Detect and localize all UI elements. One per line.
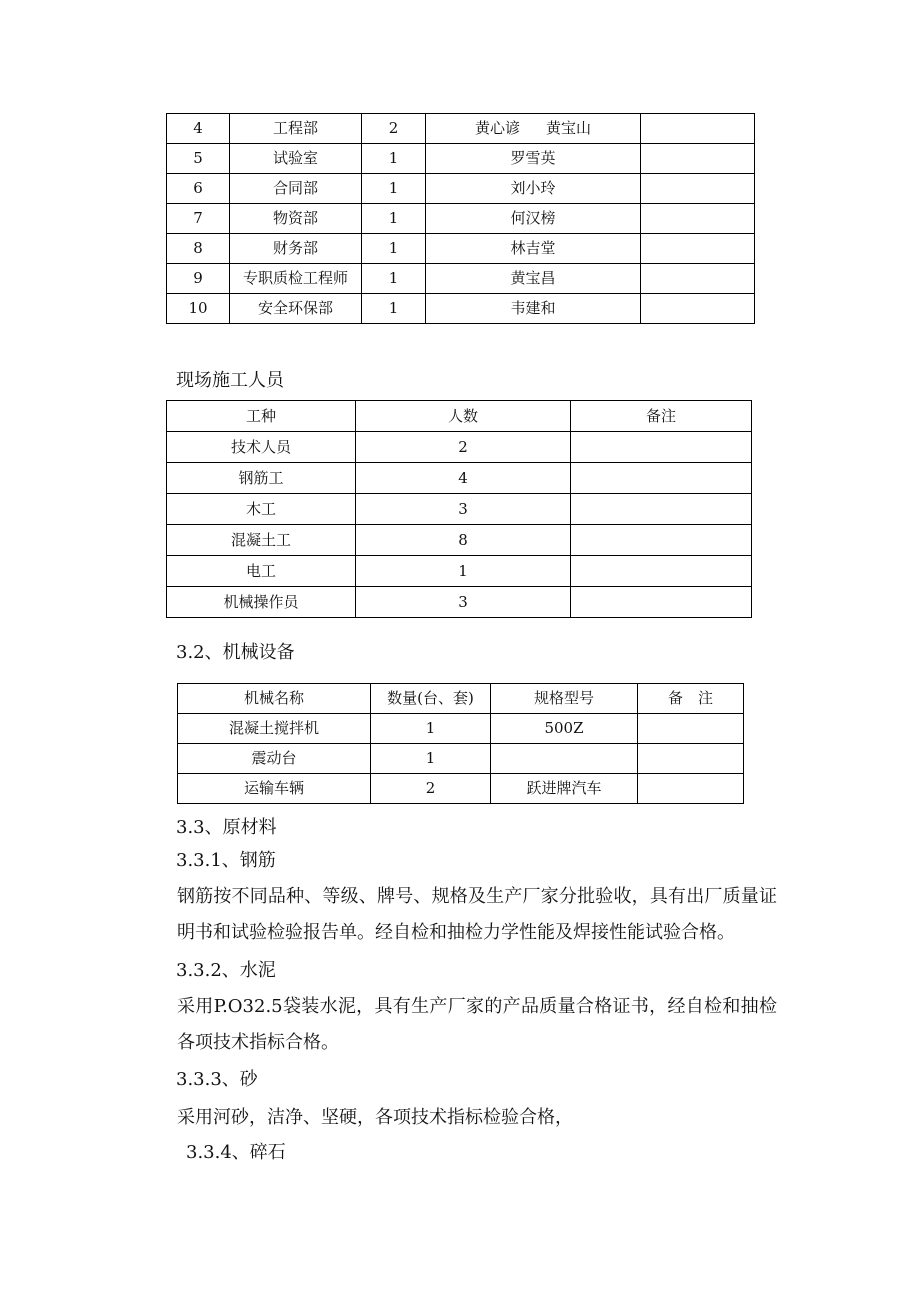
machine-model — [491, 744, 638, 774]
department-name: 合同部 — [230, 174, 362, 204]
note-cell — [641, 114, 755, 144]
department-name: 试验室 — [230, 144, 362, 174]
staff-names: 何汉榜 — [426, 204, 641, 234]
cement-paragraph: 采用P.O32.5袋装水泥，具有生产厂家的产品质量合格证书，经自检和抽检各项技术指标合格。 — [177, 996, 777, 1053]
row-number: 10 — [167, 294, 230, 324]
work-type: 木工 — [167, 494, 356, 525]
table-row — [167, 234, 755, 264]
table-row — [167, 264, 755, 294]
machine-model: 500Z — [491, 714, 638, 744]
table-row — [178, 714, 744, 744]
department-name: 财务部 — [230, 234, 362, 264]
steel-subsection-title: 3.3.1、钢筋 — [176, 850, 276, 871]
note-cell — [641, 234, 755, 264]
column-header: 机械名称 — [178, 684, 371, 714]
column-header: 规格型号 — [491, 684, 638, 714]
staff-names: 林吉堂 — [426, 234, 641, 264]
note-cell — [571, 463, 752, 494]
table-row — [167, 114, 755, 144]
staff-count: 1 — [362, 294, 426, 324]
note-cell — [571, 432, 752, 463]
note-cell — [641, 294, 755, 324]
table-header-row — [167, 401, 752, 432]
staff-names: 黄宝昌 — [426, 264, 641, 294]
machine-quantity: 1 — [371, 744, 491, 774]
row-number: 9 — [167, 264, 230, 294]
table-row — [167, 144, 755, 174]
workers-section-title: 现场施工人员 — [176, 370, 284, 391]
staff-count: 1 — [362, 144, 426, 174]
worker-count: 3 — [356, 587, 571, 618]
machine-quantity: 1 — [371, 714, 491, 744]
table-row — [178, 774, 744, 804]
note-cell — [571, 494, 752, 525]
department-name: 安全环保部 — [230, 294, 362, 324]
row-number: 7 — [167, 204, 230, 234]
staff-names: 罗雪英 — [426, 144, 641, 174]
department-name: 专职质检工程师 — [230, 264, 362, 294]
staff-count: 1 — [362, 264, 426, 294]
row-number: 5 — [167, 144, 230, 174]
work-type: 技术人员 — [167, 432, 356, 463]
worker-count: 8 — [356, 525, 571, 556]
department-staff-table — [166, 113, 755, 324]
cement-subsection-title: 3.3.2、水泥 — [176, 960, 276, 981]
note-cell — [571, 556, 752, 587]
note-cell — [571, 525, 752, 556]
sand-subsection-title: 3.3.3、砂 — [176, 1069, 258, 1090]
work-type: 电工 — [167, 556, 356, 587]
work-type: 机械操作员 — [167, 587, 356, 618]
machine-name: 混凝土搅拌机 — [178, 714, 371, 744]
staff-count: 1 — [362, 234, 426, 264]
machine-name: 运输车辆 — [178, 774, 371, 804]
column-header: 工种 — [167, 401, 356, 432]
table-row — [167, 587, 752, 618]
note-cell — [638, 744, 744, 774]
machine-model: 跃进牌汽车 — [491, 774, 638, 804]
staff-name: 黄宝山 — [546, 119, 592, 137]
materials-section-title: 3.3、原材料 — [176, 817, 277, 838]
note-cell — [638, 774, 744, 804]
workers-table — [166, 400, 752, 618]
note-cell — [641, 144, 755, 174]
table-row — [167, 204, 755, 234]
staff-names: 刘小玲 — [426, 174, 641, 204]
note-cell — [641, 264, 755, 294]
note-cell — [641, 204, 755, 234]
note-cell — [641, 174, 755, 204]
row-number: 8 — [167, 234, 230, 264]
work-type: 钢筋工 — [167, 463, 356, 494]
note-cell — [638, 714, 744, 744]
staff-count: 1 — [362, 174, 426, 204]
table-row — [167, 556, 752, 587]
department-name: 工程部 — [230, 114, 362, 144]
steel-paragraph: 钢筋按不同品种、等级、牌号、规格及生产厂家分批验收，具有出厂质量证明书和试验检验报告单。经自检和抽检力学性能及焊接性能试验合格。 — [177, 886, 777, 943]
machine-quantity: 2 — [371, 774, 491, 804]
worker-count: 4 — [356, 463, 571, 494]
column-header: 备 注 — [638, 684, 744, 714]
table-row — [167, 294, 755, 324]
note-cell — [571, 587, 752, 618]
work-type: 混凝土工 — [167, 525, 356, 556]
table-row — [167, 525, 752, 556]
worker-count: 2 — [356, 432, 571, 463]
table-row — [167, 463, 752, 494]
table-row — [167, 494, 752, 525]
worker-count: 3 — [356, 494, 571, 525]
table-header-row — [178, 684, 744, 714]
column-header: 备注 — [571, 401, 752, 432]
gravel-subsection-title: 3.3.4、碎石 — [186, 1142, 286, 1163]
staff-name: 黄心谚 — [474, 119, 520, 137]
table-row — [167, 174, 755, 204]
staff-names — [426, 114, 641, 144]
row-number: 4 — [167, 114, 230, 144]
column-header: 人数 — [356, 401, 571, 432]
row-number: 6 — [167, 174, 230, 204]
table-row — [167, 432, 752, 463]
machine-name: 震动台 — [178, 744, 371, 774]
staff-names: 韦建和 — [426, 294, 641, 324]
staff-count: 1 — [362, 204, 426, 234]
machines-section-title: 3.2、机械设备 — [176, 642, 295, 663]
staff-count: 2 — [362, 114, 426, 144]
table-row — [178, 744, 744, 774]
column-header: 数量(台、套) — [371, 684, 491, 714]
machines-table — [177, 683, 744, 804]
worker-count: 1 — [356, 556, 571, 587]
sand-paragraph: 采用河砂，洁净、坚硬，各项技术指标检验合格， — [177, 1107, 573, 1128]
department-name: 物资部 — [230, 204, 362, 234]
